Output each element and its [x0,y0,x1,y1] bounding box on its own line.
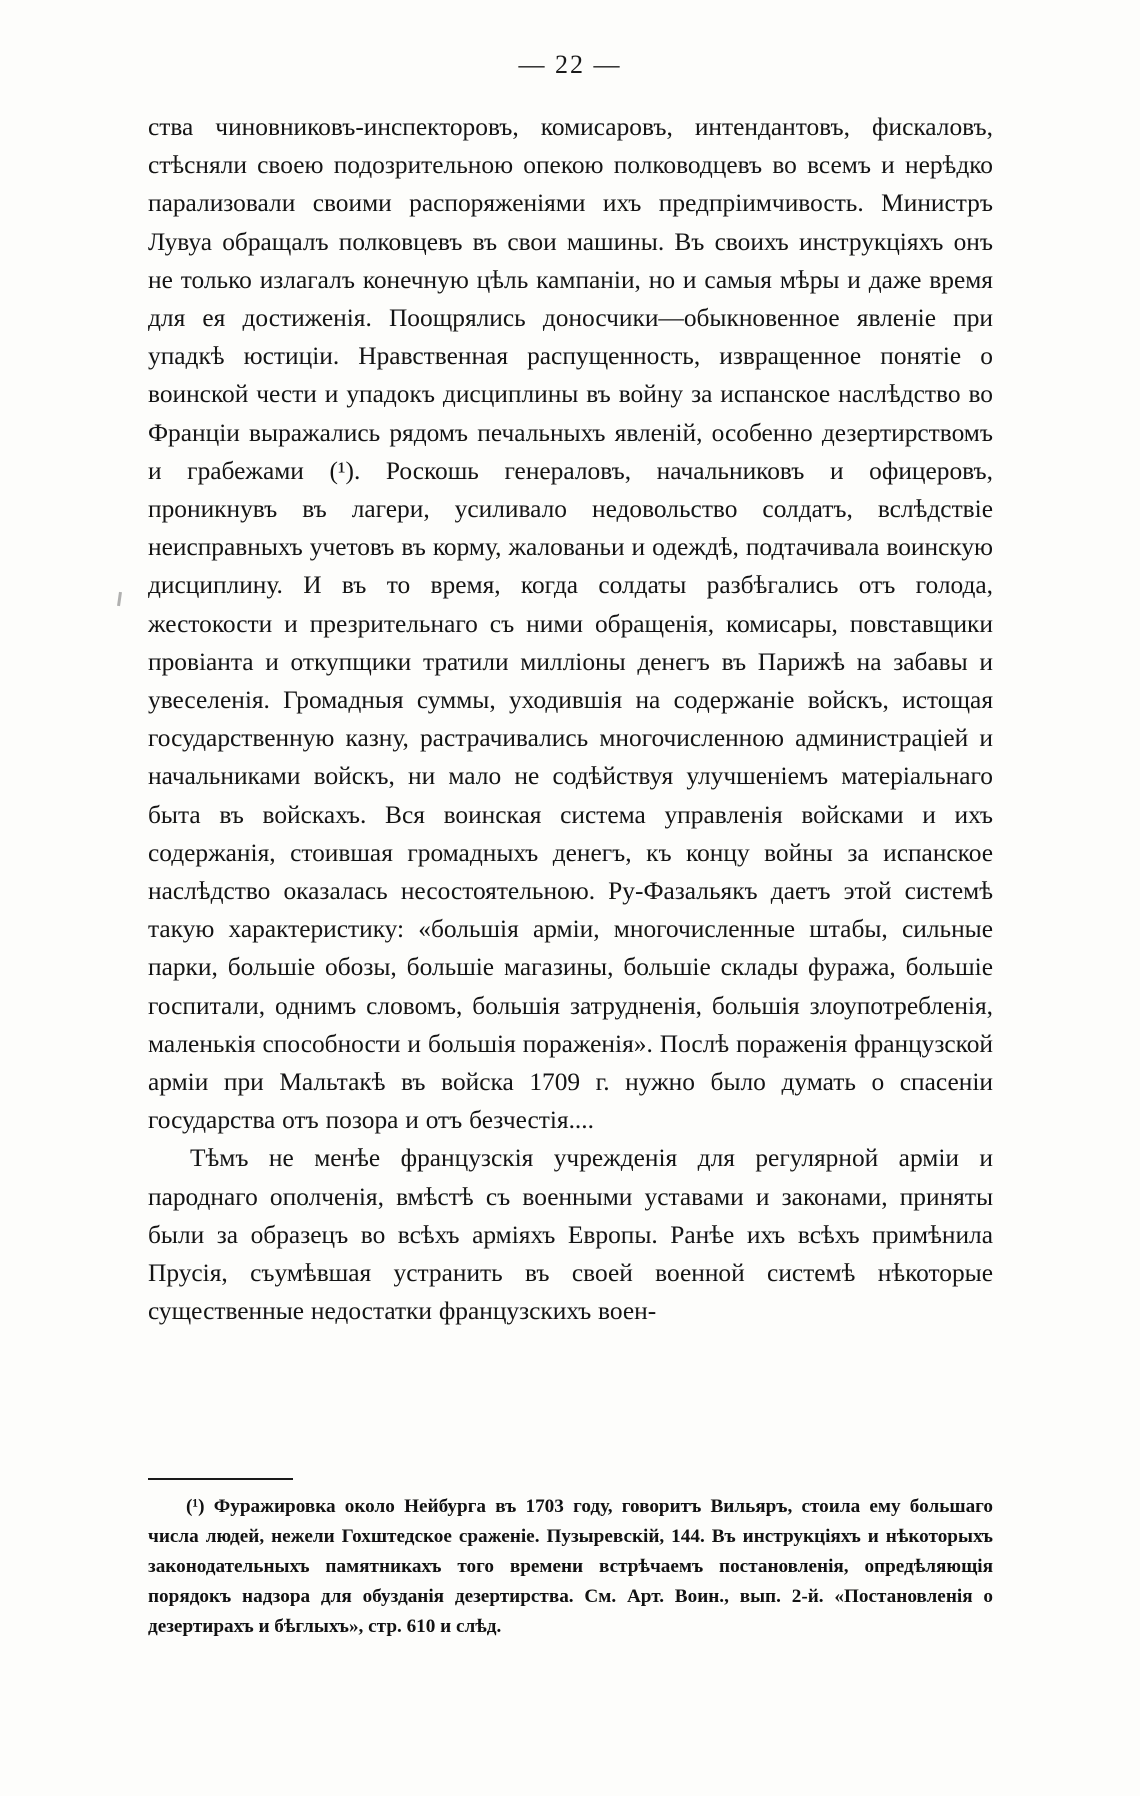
footnote-divider [148,1478,293,1480]
paragraph-1: ства чиновниковъ-инспекторовъ, комисаровъ, интендантовъ, фискаловъ, стѣсняли своею подозрительною опекою полководцевъ во всемъ и нерѣдко парализовали своими распоряженіями ихъ предпріимчивость. Министръ Лувуа обращалъ полковцевъ въ свои машины. Въ своихъ инструкціяхъ онъ не только излагалъ конечную цѣль кампаніи, но и самыя мѣры и даже время для ея достиженія. Поощрялись доносчики—обыкновенное явленіе при упадкѣ юстиціи. Нравственная распущенность, извращенное понятіе о воинской чести и упадокъ дисциплины въ войну за испанское наслѣдство во Франціи выражались рядомъ печальныхъ явленій, особенно дезертирствомъ и грабежами (¹). Роскошь генераловъ, начальниковъ и офицеровъ, проникнувъ въ лагери, усиливало недовольство солдатъ, вслѣдствіе неисправныхъ учетовъ въ корму, жалованьи и одеждѣ, подтачивала воинскую дисциплину. И въ то время, когда солдаты разбѣгались отъ голода, жестокости и презрительнаго съ ними обращенія, комисары, повставщики провіанта и откупщики тратили милліоны денегъ въ Парижѣ на забавы и увеселенія. Громадныя суммы, уходившія на содержаніе войскъ, истощая государственную казну, растрачивались многочисленною администраціей и начальниками войскъ, ни мало не содѣйствуя улучшеніемъ матеріальнаго быта въ войскахъ. Вся воинская система управленія войсками и ихъ содержанія, стоившая громадныхъ денегъ, къ концу войны за испанское наслѣдство оказалась несостоятельною. Ру-Фазальякъ даетъ этой системѣ такую характеристику: «большія арміи, многочисленные штабы, сильные парки, большіе обозы, большіе магазины, большіе склады фуража, большіе госпитали, однимъ словомъ, большія затрудненія, большія злоупотребленія, маленькія способности и большія пораженія». Послѣ пораженія французской арміи при Мальтакѣ въ войска 1709 г. нужно было думать о спасеніи государства отъ позора и отъ безчестія.... [148,113,993,1135]
footnote-text: (¹) Фуражировка около Нейбурга въ 1703 году, говоритъ Вильяръ, стоила ему большаго числа людей, нежели Гохштедское сраженіе. Пузыревскій, 144. Въ инструкціяхъ и нѣкоторыхъ законодательныхъ памятникахъ того времени встрѣчаемъ постановленія, опредѣляющія порядокъ надзора для обузданія дезертирства. См. Арт. Воин., вып. 2-й. «Постановленія о дезертирахъ и бѣглыхъ», стр. 610 и слѣд. [148,1496,993,1637]
paragraph-2: Тѣмъ не менѣе французскія учрежденія для регулярной арміи и пароднаго ополченія, вмѣстѣ съ военными уставами и законами, приняты были за образецъ во всѣхъ арміяхъ Европы. Ранѣе ихъ всѣхъ примѣнила Прусія, съумѣвшая устранить въ своей военной системѣ нѣкоторые существенные недостатки французскихъ воен- [148,1144,993,1326]
page-number: — 22 — [518,50,622,79]
footnote-block [148,1492,993,1642]
page-edge-mark [117,592,122,606]
body-text-block [148,108,993,1331]
